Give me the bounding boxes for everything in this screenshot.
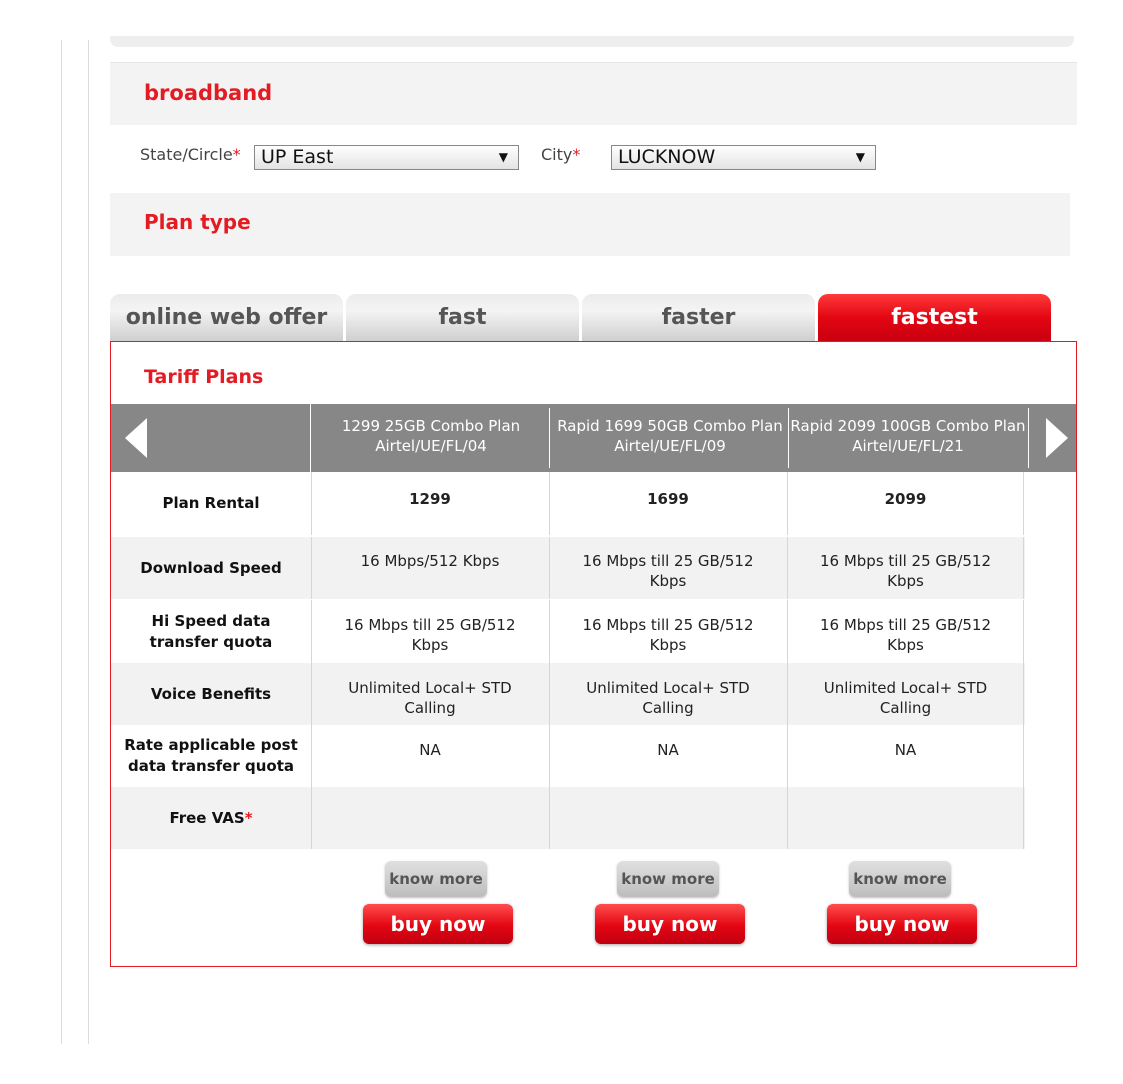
plan-type-header: [110, 193, 1070, 256]
know-more-button[interactable]: know more: [617, 861, 719, 897]
table-row: [111, 537, 1025, 599]
arrow-left-icon: [117, 404, 157, 472]
broadband-header: [110, 62, 1077, 125]
table-cell: [549, 787, 786, 849]
chevron-down-icon: ▼: [855, 150, 865, 164]
plan-code: Airtel/UE/FL/09: [614, 437, 726, 455]
buy-now-button[interactable]: buy now: [595, 904, 745, 944]
content-border-line: [88, 40, 89, 1044]
table-cell: 16 Mbps/512 Kbps: [311, 537, 548, 599]
left-border-line: [61, 40, 62, 1044]
table-cell: 16 Mbps till 25 GB/512 Kbps: [549, 537, 786, 599]
buy-now-button[interactable]: buy now: [363, 904, 513, 944]
broadband-title: broadband: [144, 81, 273, 105]
tab-fastest[interactable]: fastest: [818, 294, 1051, 341]
top-panel-edge: [110, 36, 1074, 47]
row-label: Voice Benefits: [150, 684, 272, 703]
plan-type-title: Plan type: [144, 210, 251, 234]
state-select[interactable]: [254, 145, 519, 170]
arrow-right-icon: [1036, 404, 1076, 472]
header-divider: [1028, 408, 1029, 468]
table-cell: 16 Mbps till 25 GB/512 Kbps: [787, 537, 1024, 599]
table-cell: 1299: [311, 472, 548, 535]
required-mark: *: [244, 808, 253, 827]
prev-plans-button[interactable]: [117, 404, 157, 472]
next-plans-button[interactable]: [1036, 404, 1076, 472]
table-row: [111, 472, 1025, 535]
tab-fast[interactable]: fast: [346, 294, 579, 341]
row-label: [111, 787, 311, 849]
plan-name: 1299 25GB Combo Plan: [341, 417, 521, 435]
plans-header: [111, 404, 1076, 472]
table-cell: 16 Mbps till 25 GB/512 Kbps: [549, 600, 786, 663]
table-cell: 16 Mbps till 25 GB/512 Kbps: [311, 600, 548, 663]
header-divider: [310, 404, 311, 472]
table-cell: 16 Mbps till 25 GB/512 Kbps: [787, 600, 1024, 663]
table-cell: Unlimited Local+ STD Calling: [549, 663, 786, 725]
row-label: Download Speed: [140, 558, 282, 577]
header-divider: [788, 408, 789, 468]
plan-code: Airtel/UE/FL/04: [375, 437, 487, 455]
plan-header-1: [313, 404, 549, 472]
state-select-value: UP East: [261, 146, 334, 168]
plan-code: Airtel/UE/FL/21: [852, 437, 964, 455]
table-row: [111, 600, 1025, 663]
table-cell: 1699: [549, 472, 786, 535]
tab-faster[interactable]: faster: [582, 294, 815, 341]
table-cell: [787, 787, 1024, 849]
plan-header-3: [790, 404, 1026, 472]
table-row: [111, 725, 1025, 787]
row-label-text: Free VAS: [169, 808, 245, 827]
plan-name: Rapid 2099 100GB Combo Plan: [790, 417, 1026, 435]
city-select-value: LUCKNOW: [618, 146, 716, 168]
table-cell: NA: [787, 725, 1024, 787]
tab-online-web-offer[interactable]: online web offer: [110, 294, 343, 341]
know-more-button[interactable]: know more: [385, 861, 487, 897]
state-label: State/Circle*: [140, 145, 241, 164]
table-row: [111, 663, 1025, 725]
header-divider: [549, 408, 550, 468]
row-label: Rate applicable post data transfer quota: [124, 736, 298, 775]
row-label: Plan Rental: [162, 494, 260, 512]
table-row: [111, 787, 1025, 849]
plan-name: Rapid 1699 50GB Combo Plan: [557, 417, 783, 435]
plan-header-2: [552, 404, 788, 472]
tariff-plans-title: Tariff Plans: [144, 366, 264, 388]
table-cell: Unlimited Local+ STD Calling: [787, 663, 1024, 725]
city-label: City*: [541, 145, 581, 164]
city-select[interactable]: [611, 145, 876, 170]
buy-now-button[interactable]: buy now: [827, 904, 977, 944]
table-cell: NA: [311, 725, 548, 787]
table-cell: 2099: [787, 472, 1024, 535]
table-cell: Unlimited Local+ STD Calling: [311, 663, 548, 725]
table-cell: [311, 787, 548, 849]
table-cell: NA: [549, 725, 786, 787]
tariff-panel: [110, 341, 1077, 967]
row-label: Hi Speed data transfer quota: [149, 611, 273, 651]
chevron-down-icon: ▼: [498, 150, 508, 164]
know-more-button[interactable]: know more: [849, 861, 951, 897]
